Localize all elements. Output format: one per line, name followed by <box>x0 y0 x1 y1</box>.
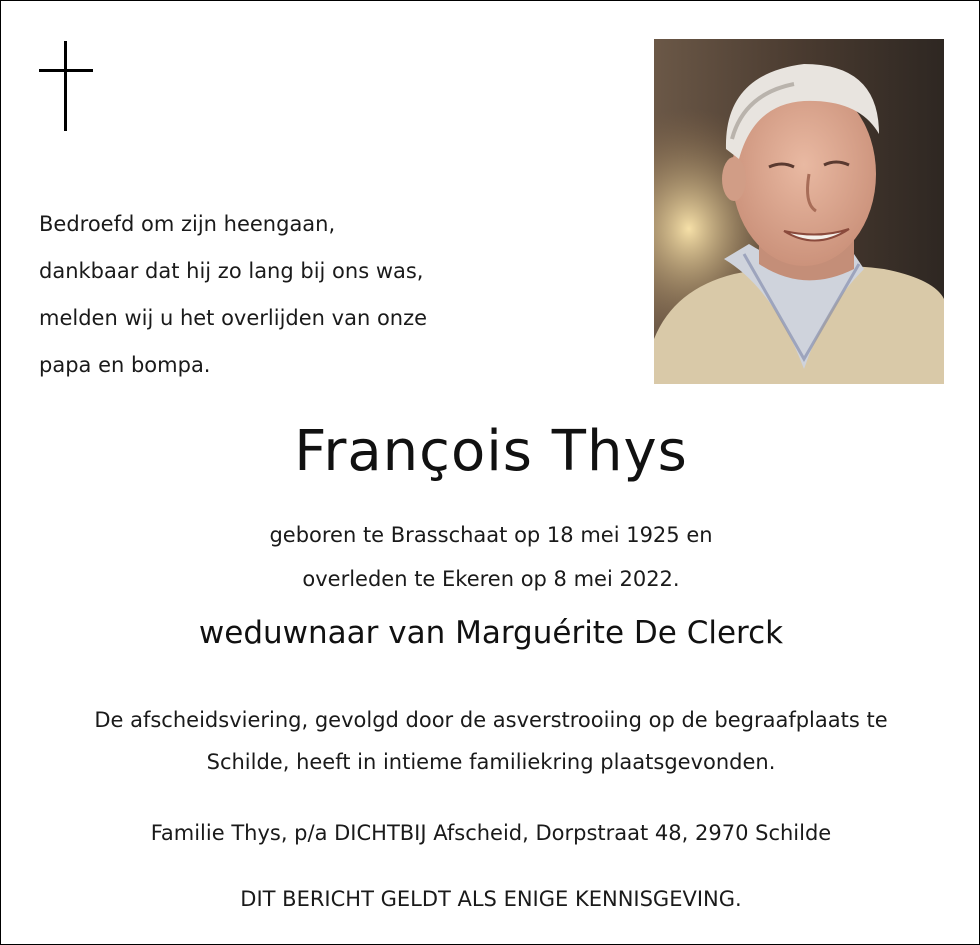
birth-line: geboren te Brasschaat op 18 mei 1925 en <box>269 523 713 547</box>
contact-address: Familie Thys, p/a DICHTBIJ Afscheid, Dorpstraat 48, 2970 Schilde <box>150 821 832 845</box>
intro-line: melden wij u het overlijden van onze <box>39 306 428 330</box>
intro-text <box>39 201 599 389</box>
intro-line: Bedroefd om zijn heengaan, <box>39 212 336 236</box>
cross-icon <box>39 41 93 131</box>
intro-line: dankbaar dat hij zo lang bij ons was, <box>39 259 424 283</box>
ceremony-line: De afscheidsviering, gevolgd door de asverstrooiing op de begraafplaats te <box>94 708 888 732</box>
ceremony-line: Schilde, heeft in intieme familiekring plaatsgevonden. <box>206 750 776 774</box>
deceased-name: François Thys <box>294 419 688 484</box>
intro-line: papa en bompa. <box>39 353 211 377</box>
portrait-photo <box>654 39 944 384</box>
death-line: overleden te Ekeren op 8 mei 2022. <box>302 567 680 591</box>
notice-line: DIT BERICHT GELDT ALS ENIGE KENNISGEVING. <box>240 887 742 911</box>
birth-death-info <box>1 513 980 601</box>
ceremony-text <box>1 699 980 783</box>
widower-line: weduwnaar van Marguérite De Clerck <box>198 615 784 651</box>
